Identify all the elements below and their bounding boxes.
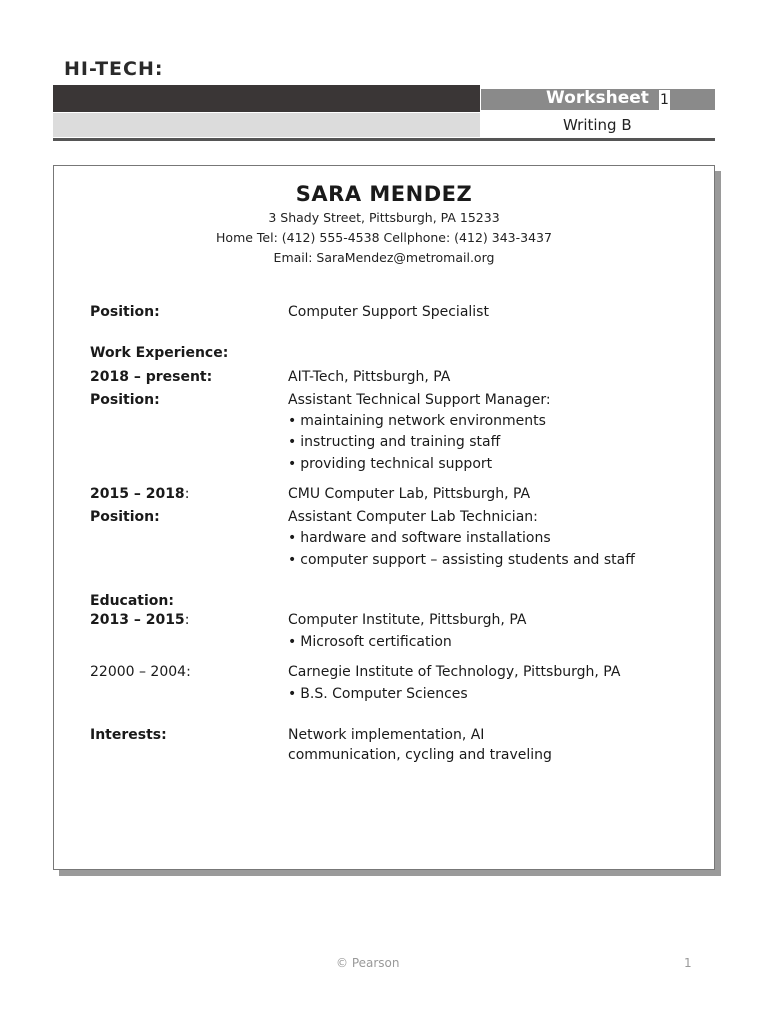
worksheet-label: Worksheet xyxy=(546,88,649,108)
edu1-detail: • Microsoft certification xyxy=(288,634,452,650)
job2-duty: • computer support – assisting students and staff xyxy=(288,552,635,568)
position-label: Position: xyxy=(90,304,160,320)
header-dark-bar xyxy=(53,85,480,112)
job2-dates-row xyxy=(90,486,189,502)
edu2-dates: 22000 – 2004: xyxy=(90,664,191,680)
edu1-dates-row xyxy=(90,612,189,628)
work-experience-heading: Work Experience: xyxy=(90,345,229,361)
interests-line: Network implementation, AI xyxy=(288,727,485,743)
interests-line: communication, cycling and traveling xyxy=(288,747,552,763)
edu1-dates-suffix: : xyxy=(184,612,190,628)
job1-employer: AIT-Tech, Pittsburgh, PA xyxy=(288,369,451,385)
job2-duty: • hardware and software installations xyxy=(288,530,551,546)
resume-email: Email: SaraMendez@metromail.org xyxy=(273,250,495,265)
footer-copyright: © Pearson xyxy=(336,956,400,970)
resume-name: SARA MENDEZ xyxy=(295,182,473,206)
header-light-bar xyxy=(53,113,480,137)
edu2-detail: • B.S. Computer Sciences xyxy=(288,686,468,702)
worksheet-subtitle: Writing B xyxy=(563,116,632,134)
position-value: Computer Support Specialist xyxy=(288,304,489,320)
job1-duty: • providing technical support xyxy=(288,456,492,472)
job1-duty: • maintaining network environments xyxy=(288,413,546,429)
brand-title: HI-TECH: xyxy=(64,58,164,80)
resume-card xyxy=(53,165,715,870)
job2-dates-suffix: : xyxy=(184,486,190,502)
job2-position-label: Position: xyxy=(90,509,160,525)
job2-dates: 2015 – 2018 xyxy=(90,486,185,502)
edu2-school: Carnegie Institute of Technology, Pittsburgh, PA xyxy=(288,664,621,680)
job1-title: Assistant Technical Support Manager: xyxy=(288,392,551,408)
footer-page-number: 1 xyxy=(684,956,692,970)
worksheet-number: 1 xyxy=(660,92,669,108)
job1-dates: 2018 – present: xyxy=(90,369,213,385)
interests-label: Interests: xyxy=(90,727,167,743)
job1-duty: • instructing and training staff xyxy=(288,434,500,450)
edu1-dates: 2013 – 2015 xyxy=(90,612,185,628)
job2-title: Assistant Computer Lab Technician: xyxy=(288,509,538,525)
resume-address: 3 Shady Street, Pittsburgh, PA 15233 xyxy=(268,210,500,225)
header-rule xyxy=(53,138,715,141)
education-heading: Education: xyxy=(90,593,174,609)
job1-position-label: Position: xyxy=(90,392,160,408)
edu1-school: Computer Institute, Pittsburgh, PA xyxy=(288,612,527,628)
job2-employer: CMU Computer Lab, Pittsburgh, PA xyxy=(288,486,531,502)
resume-phones: Home Tel: (412) 555-4538 Cellphone: (412) 343-3437 xyxy=(216,230,552,245)
